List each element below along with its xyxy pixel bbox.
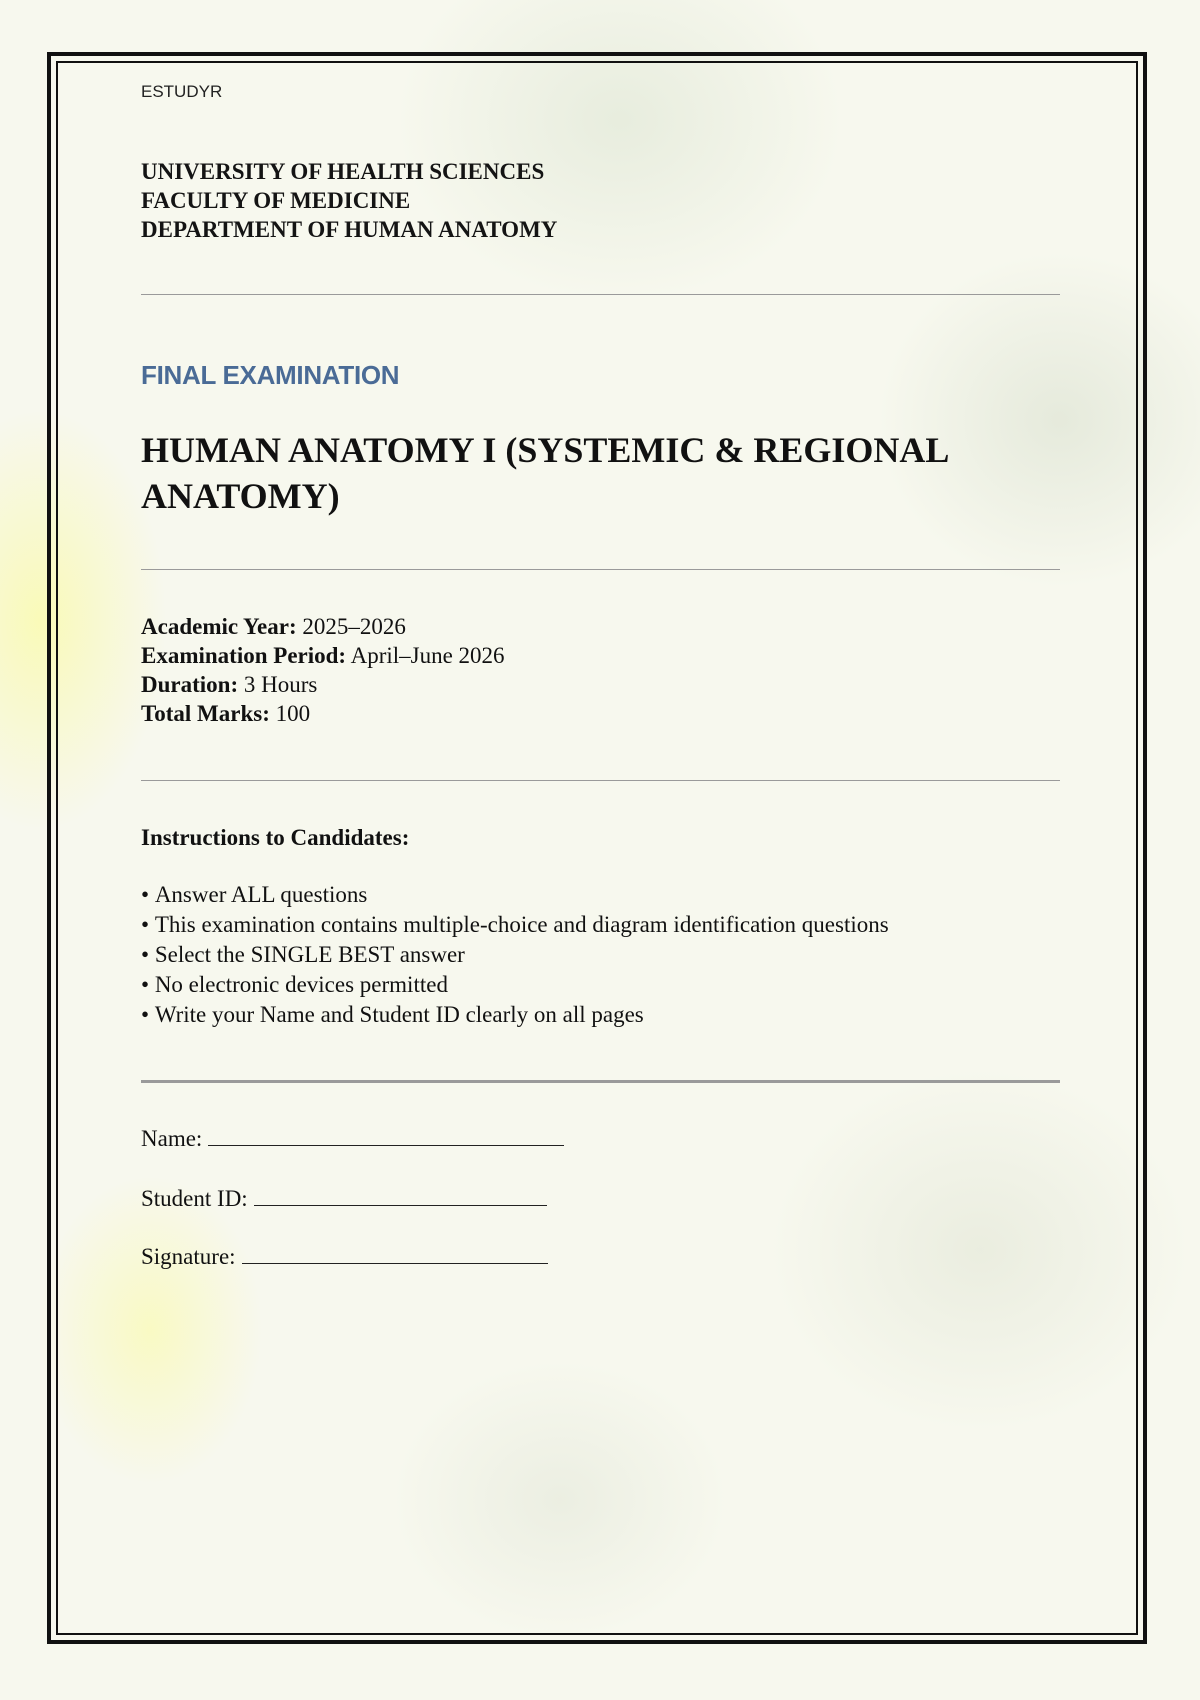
institution-block xyxy=(141,157,557,244)
instructions-heading: Instructions to Candidates: xyxy=(141,825,410,850)
signature-field xyxy=(141,1243,548,1270)
exam-details xyxy=(141,612,505,728)
name-label: Name: xyxy=(141,1126,203,1151)
detail-value: 100 xyxy=(275,701,311,726)
signature-blank-line[interactable] xyxy=(242,1243,548,1264)
detail-duration xyxy=(141,670,505,699)
detail-label: Duration: xyxy=(141,672,239,697)
list-item: • This examination contains multiple-choice and diagram identification questions xyxy=(141,910,889,940)
instructions-list xyxy=(141,880,889,1030)
signature-label: Signature: xyxy=(141,1244,236,1269)
list-item: • No electronic devices permitted xyxy=(141,970,889,1000)
student-id-label: Student ID: xyxy=(141,1186,248,1211)
name-blank-line[interactable] xyxy=(208,1125,564,1146)
list-item: • Write your Name and Student ID clearly on all pages xyxy=(141,1000,889,1030)
detail-value: 2025–2026 xyxy=(302,614,406,639)
university-name: UNIVERSITY OF HEALTH SCIENCES xyxy=(141,159,545,184)
detail-label: Examination Period: xyxy=(141,643,347,668)
exam-type-label: FINAL EXAMINATION xyxy=(141,360,400,390)
detail-label: Academic Year: xyxy=(141,614,297,639)
name-field xyxy=(141,1125,564,1152)
faculty-name: FACULTY OF MEDICINE xyxy=(141,188,411,213)
detail-academic-year xyxy=(141,612,505,641)
list-item: • Answer ALL questions xyxy=(141,880,889,910)
divider xyxy=(141,569,1060,570)
list-item: • Select the SINGLE BEST answer xyxy=(141,940,889,970)
student-id-blank-line[interactable] xyxy=(254,1185,547,1206)
watermark-text: ESTUDYR xyxy=(141,82,223,101)
detail-value: 3 Hours xyxy=(243,672,318,697)
course-title: HUMAN ANATOMY I (SYSTEMIC & REGIONAL ANATOMY) xyxy=(141,430,948,516)
department-name: DEPARTMENT OF HUMAN ANATOMY xyxy=(141,217,558,242)
detail-label: Total Marks: xyxy=(141,701,270,726)
detail-examination-period xyxy=(141,641,505,670)
divider xyxy=(141,294,1060,295)
detail-total-marks xyxy=(141,699,505,728)
student-id-field xyxy=(141,1185,547,1212)
divider xyxy=(141,1080,1060,1083)
divider xyxy=(141,780,1060,781)
detail-value: April–June 2026 xyxy=(350,643,505,668)
